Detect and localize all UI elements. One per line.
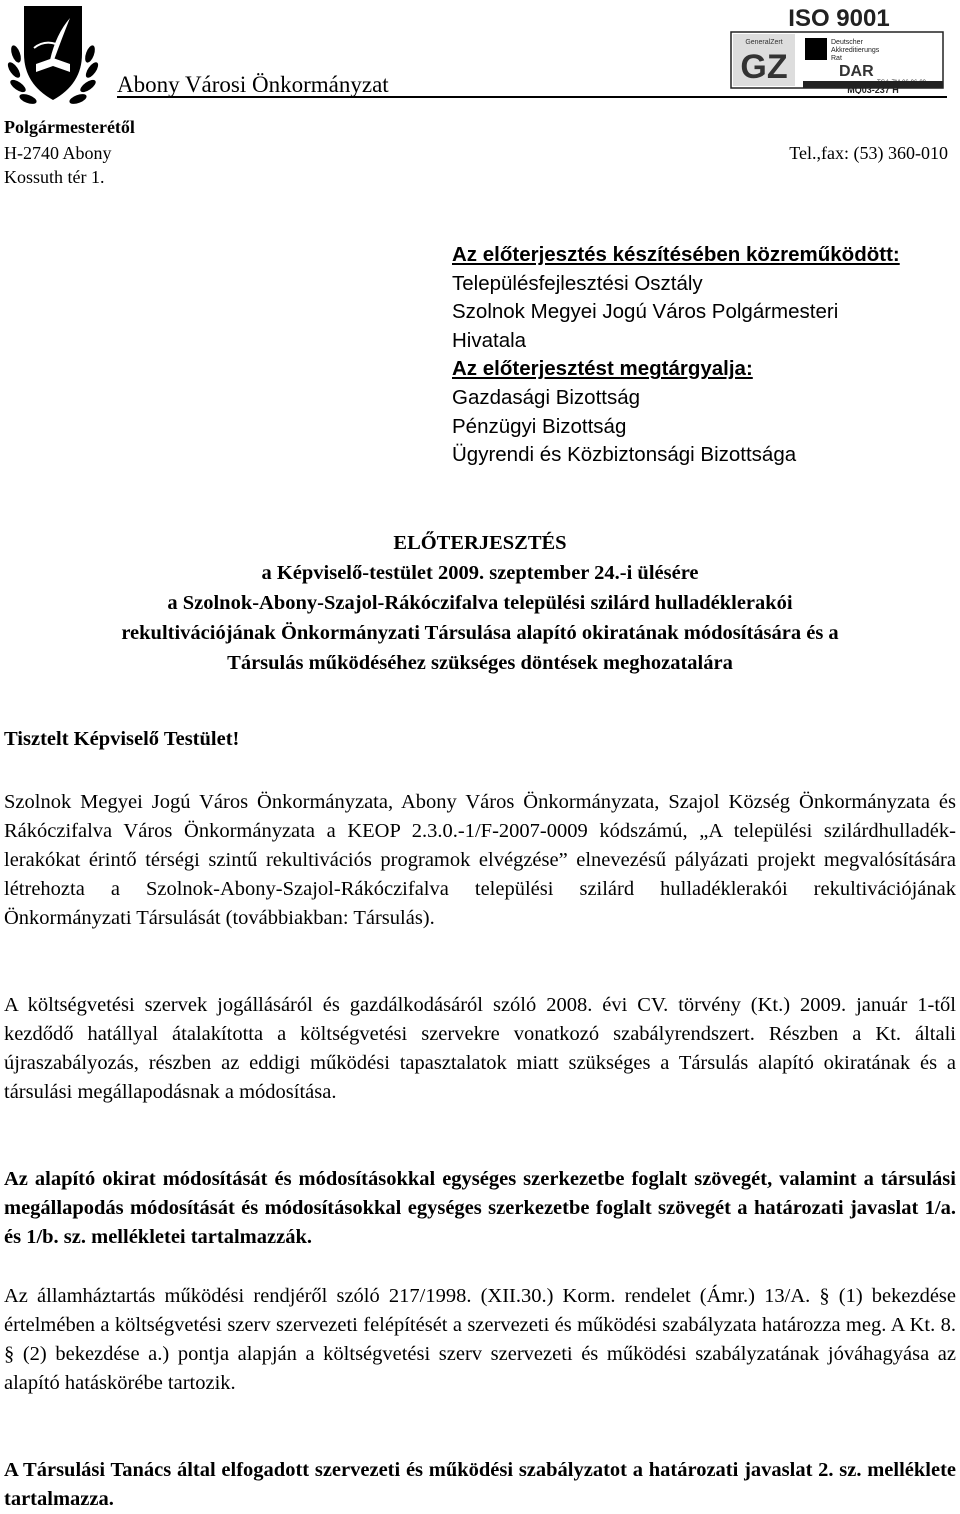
contributor-line: Településfejlesztési Osztály <box>452 271 703 295</box>
proposal-title-line: rekultivációjának Önkormányzati Társulása alapító okiratának módosítására és a <box>121 622 839 644</box>
salutation: Tisztelt Képviselő Testület! <box>4 728 240 750</box>
city-crest-logo <box>4 2 102 112</box>
sender-postal: H-2740 Abony <box>4 143 112 163</box>
accred-line-1: Deutscher <box>831 39 863 46</box>
accred-line-3: Rat <box>831 55 842 62</box>
body-paragraph: A Társulási Tanács által elfogadott szervezeti és működési szabályzatot a határozati javaslat 2. sz. melléklete tartalmazza. <box>4 1459 956 1511</box>
committee-line: Gazdasági Bizottság <box>452 385 641 409</box>
body-paragraph: Az államháztartás működési rendjéről szóló 217/1998. (XII.30.) Korm. rendelet (Ámr.) 13/A. § (1) bekezdése értelmében a költségvetési szerv szervezeti felépítését a szervezeti és működési szabályzata határozza meg. A Kt. 8. § (2) bekezdése a.) pontja alapján a költségvetési szerv szervezeti és működési szabályzatának jóváhagyása az alapító hatáskörébe tartozik. <box>4 1285 956 1395</box>
discussion-heading: Az előterjesztést megtárgyalja: <box>452 357 753 381</box>
sender-phone-fax: Tel.,fax: (53) 360-010 <box>789 143 948 163</box>
body-paragraph: Az alapító okirat módosítását és módosításokkal egységes szerkezetbe foglalt szövegét, valamint a társulási megállapodás módosítását és módosításokkal egységes szerkezetbe foglalt szövegét a határozati javaslat 1/a. és 1/b. sz. mellékletei tartalmazzák. <box>4 1168 956 1249</box>
proposal-title <box>0 528 960 678</box>
proposal-title-line: a Szolnok-Abony-Szajol-Rákóczifalva települési szilárd hulladéklerakói <box>167 592 793 614</box>
sender-from: Polgármesterétől <box>4 117 135 137</box>
organization-name: Abony Városi Önkormányzat <box>117 72 389 97</box>
preparation-block <box>452 241 900 470</box>
committee-line: Pénzügyi Bizottság <box>452 414 627 438</box>
proposal-title-line: Társulás működéséhez szükséges döntések meghozatalára <box>227 652 733 674</box>
iso-9001-certification-logo <box>727 2 947 94</box>
proposal-heading: ELŐTERJESZTÉS <box>393 532 567 554</box>
contributor-line: Szolnok Megyei Jogú Város Polgármesteri <box>452 300 839 324</box>
accred-line-2: Akkreditierungs <box>831 47 880 54</box>
dar-mark: DAR <box>839 63 874 80</box>
body-paragraph: A költségvetési szervek jogállásáról és gazdálkodásáról szóló 2008. évi CV. törvény (Kt.) 2009. január 1-től kezdődő hatállyal átalakította a költségvetési szervekre vonatkozó szabályrendszert. Részben a Kt. általi újraszabályozás, részben az eddigi működési tapasztalatok miatt szükséges a Társulás alapító okiratának és a társulási megállapodásnak a módosítása. <box>4 994 956 1104</box>
body-paragraph: Szolnok Megyei Jogú Város Önkormányzata, Abony Város Önkormányzata, Szajol Község Önkormányzata és Rákóczifalva Város Önkormányzata a KEOP 2.3.0.-1/F-2007-0009 kódszámú, „A települési szilárdhulladék-lerakókat érintő térségi szintű rekultivációs programok elvégzése” elnevezésű pályázati projekt megvalósítására létrehozta a Szolnok-Abony-Szajol-Rákóczifalva települési szilárd hulladéklerakói rekultivációjának Önkormányzati Társulását (továbbiakban: Társulás). <box>4 791 956 930</box>
proposal-title-line: a Képviselő-testület 2009. szeptember 24.-i ülésére <box>261 562 699 584</box>
header-divider <box>117 96 947 98</box>
committee-line: Ügyrendi és Közbiztonsági Bizottsága <box>452 443 797 467</box>
sender-street: Kossuth tér 1. <box>4 167 105 187</box>
iso-title: ISO 9001 <box>788 5 890 32</box>
contributor-line: Hivatala <box>452 328 527 352</box>
iso-cert-number: MQ03-237 H <box>847 85 899 94</box>
iso-brand: GZ <box>740 48 788 86</box>
contributors-heading: Az előterjesztés készítésében közreműködött: <box>452 243 900 266</box>
iso-brand-sub: GeneralZert <box>745 39 783 46</box>
